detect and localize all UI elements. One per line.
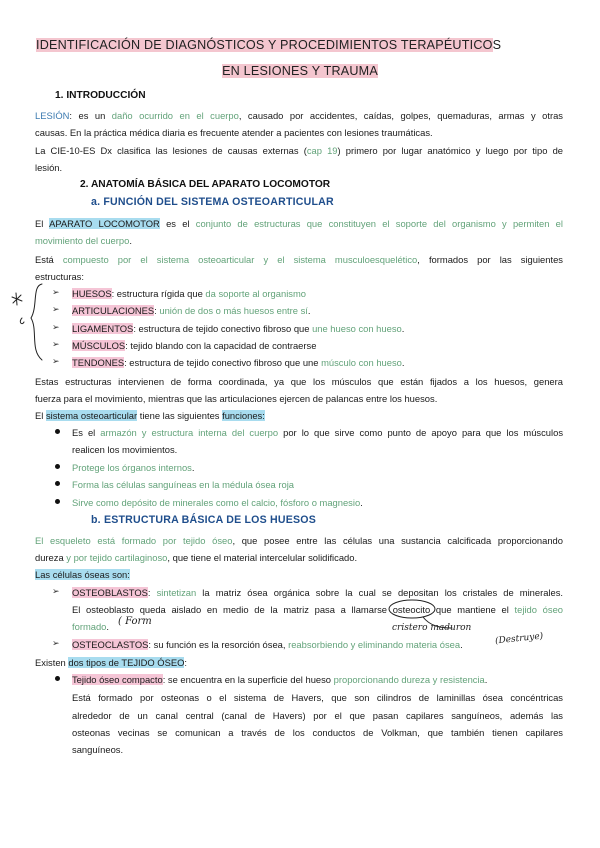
list-item-funcion-1-line-2: realicen los movimientos. (72, 444, 178, 455)
arrow-bullet-icon: ➢ (52, 339, 60, 349)
title-highlight: IDENTIFICACIÓN DE DIAGNÓSTICOS Y PROCEDIMIENTOS TERAPÉUTICO (36, 38, 493, 52)
paragraph-cie10-line-2: lesión. (35, 162, 63, 173)
subheading-estructura-huesos: b. ESTRUCTURA BÁSICA DE LOS HUESOS (91, 514, 316, 526)
arrow-bullet-icon: ➢ (52, 322, 60, 332)
arrow-bullet-icon: ➢ (52, 638, 60, 648)
handwritten-note-destruye: (Destruye) (494, 631, 544, 647)
list-item-compacto: Tejido óseo compacto: se encuentra en la superficie del hueso proporcionando dureza y resistencia. (72, 674, 488, 685)
paragraph-compacto-line-1: Está formado por osteonas o el sistema de Havers, que son cilindros de laminillas ósea concéntricas (72, 692, 563, 703)
paragraph-coordinada-line-1: Estas estructuras intervienen de forma coordinada, ya que los músculos que están fijados a los huesos, genera (35, 376, 563, 387)
arrow-bullet-icon: ➢ (52, 586, 60, 596)
list-item-osteoblastos-line-3: formado. (72, 621, 110, 632)
paragraph-tipos-tejido: Existen dos tipos de TEJIDO ÓSEO: (35, 657, 187, 668)
list-item-huesos: HUESOS: estructura rígida que da soporte al organismo (72, 288, 306, 299)
list-item-funcion-4: Sirve como depósito de minerales como el calcio, fósforo o magnesio. (72, 497, 363, 508)
handwritten-note-mantiene: cristero maduron (392, 623, 472, 633)
list-item-osteoblastos-line-2: El osteoblasto queda aislado en medio de la matriz pasa a llamarse osteocito que mantiene el tejido óseo (72, 604, 563, 615)
paragraph-compacto-line-4: sanguíneos. (72, 744, 124, 755)
paragraph-cie10-line-1: La CIE-10-ES Dx clasifica las lesiones de causas externas (cap 19) primero por lugar anatómico y luego por tipo de (35, 145, 564, 156)
paragraph-compuesto-line-1: Está compuesto por el sistema osteoarticular y el sistema musculoesquelético, formados por las siguientes (35, 254, 563, 265)
list-item-articulaciones: ARTICULACIONES: unión de dos o más huesos entre sí. (72, 305, 311, 316)
paragraph-aparato-line-2: movimiento del cuerpo. (35, 235, 132, 246)
arrow-bullet-icon: ➢ (52, 287, 60, 297)
subheading-funcion: a. FUNCIÓN DEL SISTEMA OSTEOARTICULAR (91, 196, 334, 208)
list-item-funcion-1-line-1: Es el armazón y estructura interna del cuerpo por lo que sirve como punto de apoyo para que los músculos (72, 427, 564, 438)
list-item-osteoblastos-line-1: OSTEOBLASTOS: sintetizan la matriz ósea orgánica sobre la cual se depositan los cristales de minerales. (72, 587, 564, 598)
paragraph-aparato-line-1: El APARATO LOCOMOTOR es el conjunto de estructuras que constituyen el soporte del organismo y permiten el (35, 218, 563, 229)
section-heading-introduccion: 1. INTRODUCCIÓN (55, 90, 146, 101)
list-item-osteoclastos: OSTEOCLASTOS: su función es la resorción ósea, reabsorbiendo y eliminando materia ósea. (72, 639, 463, 650)
paragraph-lesion-line-2: causas. En la práctica médica diaria es frecuente atender a pacientes con lesiones traumáticas. (35, 127, 433, 138)
list-item-funcion-3: Forma las células sanguíneas en la médula ósea roja (72, 479, 295, 490)
paragraph-esqueleto-line-2: dureza y por tejido cartilaginoso, que tiene el material intercelular solidificado. (35, 552, 358, 563)
paragraph-lesion-line-1: LESIÓN: es un daño ocurrido en el cuerpo, causado por accidentes, caídas, golpes, quemaduras, armas y otras (35, 110, 563, 121)
paragraph-coordinada-line-2: fuerza para el movimiento, mientras que las articulaciones ejercen de palancas entre los huesos. (35, 393, 438, 404)
cells-heading: Las células óseas son: (35, 569, 130, 580)
list-item-tendones: TENDONES: estructura de tejido conectivo fibroso que une músculo con hueso. (72, 357, 405, 368)
title-highlight: EN LESIONES Y TRAUMA (222, 64, 378, 78)
paragraph-compacto-line-2: alrededor de un canal central (canal de Havers) por el que pasan capilares sanguíneos, además las (72, 710, 563, 721)
document-title-line-1: IDENTIFICACIÓN DE DIAGNÓSTICOS Y PROCEDIMIENTOS TERAPÉUTICOS (36, 38, 502, 52)
paragraph-compacto-line-3: osteonas vecinas se comunican a través de los conductos de Volkman, que también tienen capilares (72, 727, 563, 738)
section-heading-anatomia: 2. ANATOMÍA BÁSICA DEL APARATO LOCOMOTOR (80, 179, 331, 190)
paragraph-funciones-intro: El sistema osteoarticular tiene las siguientes funciones: (35, 410, 265, 421)
list-item-musculos: MÚSCULOS: tejido blando con la capacidad de contraerse (72, 340, 317, 351)
handwritten-note-forma: ( Form (118, 616, 152, 627)
list-item-funcion-2: Protege los órganos internos. (72, 462, 195, 473)
list-item-ligamentos: LIGAMENTOS: estructura de tejido conectivo fibroso que une hueso con hueso. (72, 323, 405, 334)
arrow-bullet-icon: ➢ (52, 304, 60, 314)
paragraph-esqueleto-line-1: El esqueleto está formado por tejido óseo, que posee entre las células una sustancia calcificada proporcionando (35, 535, 563, 546)
arrow-bullet-icon: ➢ (52, 356, 60, 366)
paragraph-compuesto-line-2: estructuras: (35, 271, 84, 282)
